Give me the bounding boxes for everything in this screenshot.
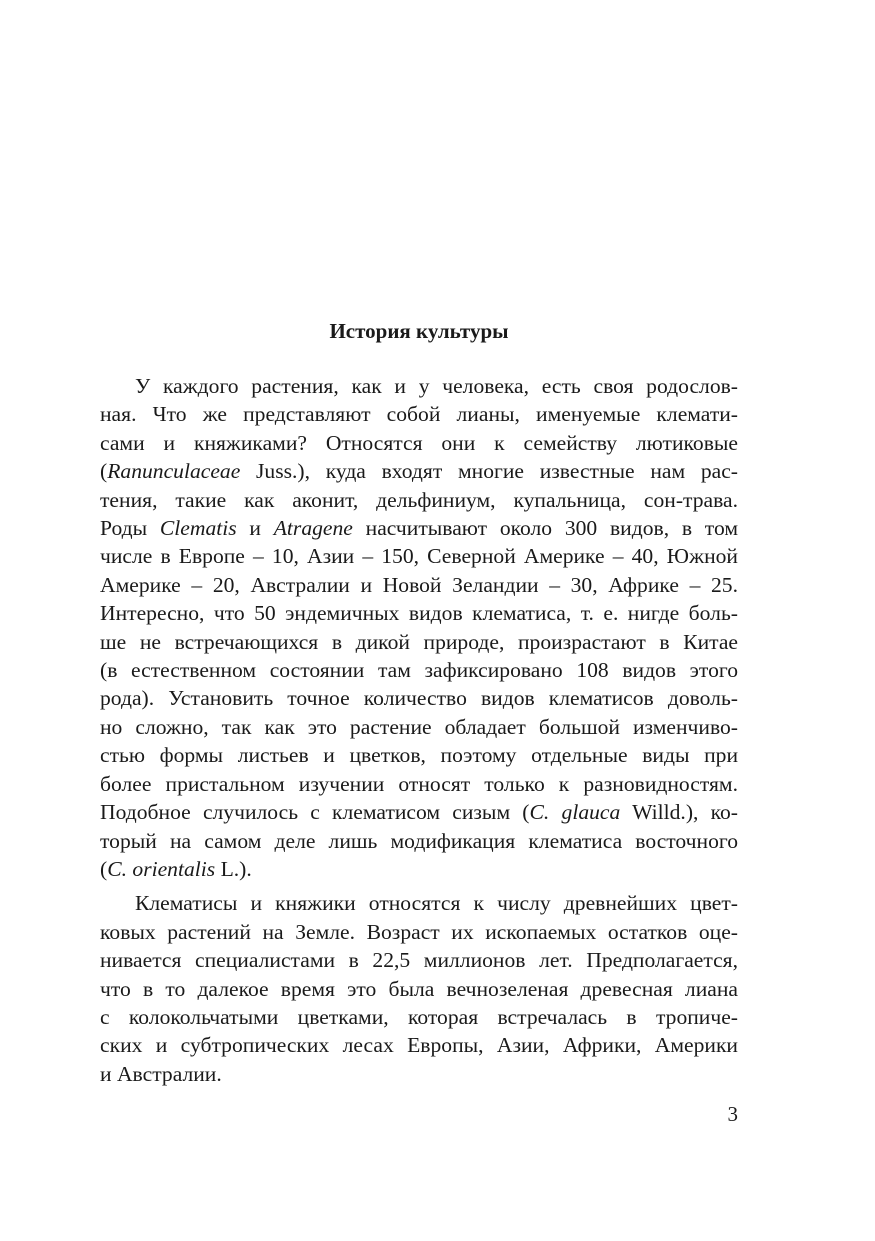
text-line xyxy=(100,713,738,741)
text-run: и Австралии. xyxy=(100,1061,222,1086)
text-run: (в естественном состоянии там зафиксировано 108 видов этого xyxy=(100,658,738,683)
text-run: Роды xyxy=(100,516,160,541)
text-run: но сложно, так как это растение обладает большой изменчиво- xyxy=(100,714,738,739)
text-run: стью формы листьев и цветков, поэтому отдельные виды при xyxy=(100,743,738,768)
text-run: ( xyxy=(100,856,108,881)
latin-name: Clematis xyxy=(159,516,237,541)
text-line xyxy=(100,514,738,542)
page-number: 3 xyxy=(727,1102,738,1126)
text-run: ковых растений на Земле. Возраст их ископаемых остатков оце- xyxy=(100,919,738,944)
text-line xyxy=(100,400,738,428)
latin-name: Atragene xyxy=(273,516,353,541)
text-line xyxy=(100,372,738,400)
text-run: насчитывают около 300 видов, в том xyxy=(352,516,738,541)
text-line xyxy=(100,770,738,798)
text-line xyxy=(100,975,738,1003)
latin-name: C. glauca xyxy=(529,800,621,825)
text-line xyxy=(100,827,738,855)
text-line xyxy=(100,486,738,514)
text-line xyxy=(100,741,738,769)
latin-name: C. orientalis xyxy=(107,856,216,881)
text-line xyxy=(100,571,738,599)
text-line xyxy=(100,798,738,826)
text-line xyxy=(100,656,738,684)
paragraph xyxy=(100,372,738,883)
text-run: торый на самом деле лишь модификация клематиса восточного xyxy=(100,828,738,853)
text-run: сами и княжиками? Относятся они к семейству лютиковые xyxy=(100,430,738,455)
text-run: ше не встречающихся в дикой природе, произрастают в Китае xyxy=(100,629,738,654)
text-line xyxy=(100,1003,738,1031)
text-run: Интересно, что 50 эндемичных видов клематиса, т. е. нигде боль- xyxy=(100,601,738,626)
text-run: Juss.), куда входят многие известные нам рас- xyxy=(240,459,738,484)
text-run: ских и субтропических лесах Европы, Азии, Африки, Америки xyxy=(100,1033,738,1058)
section-heading: История культуры xyxy=(329,319,509,343)
text-run: ная. Что же представляют собой лианы, именуемые клемати- xyxy=(100,402,738,427)
text-run: Willd.), ко- xyxy=(620,800,738,825)
text-line xyxy=(100,946,738,974)
text-run: тения, такие как аконит, дельфиниум, купальница, сон-трава. xyxy=(100,487,738,512)
text-run: Подобное случилось с клематисом сизым ( xyxy=(100,800,530,825)
text-run: более пристальном изучении относят только к разновидностям. xyxy=(100,771,738,796)
text-line xyxy=(100,855,738,883)
text-run: с колокольчатыми цветками, которая встречалась в тропиче- xyxy=(100,1004,738,1029)
text-line xyxy=(100,599,738,627)
text-line xyxy=(100,628,738,656)
text-run: числе в Европе – 10, Азии – 150, Северной Америке – 40, Южной xyxy=(100,544,738,569)
text-line xyxy=(100,1060,738,1088)
text-run: что в то далекое время это была вечнозеленая древесная лиана xyxy=(100,976,738,1001)
body-text xyxy=(100,372,738,1088)
text-run: ( xyxy=(100,459,108,484)
text-run: У каждого растения, как и у человека, есть своя родослов- xyxy=(135,374,738,398)
text-run: Америке – 20, Австралии и Новой Зеландии – 30, Африке – 25. xyxy=(100,572,738,597)
text-line xyxy=(100,429,738,457)
latin-name: Ranunculaceae xyxy=(107,459,241,484)
text-line xyxy=(100,684,738,712)
text-line xyxy=(100,542,738,570)
text-run: нивается специалистами в 22,5 миллионов лет. Предполагается, xyxy=(100,948,738,973)
text-line xyxy=(100,457,738,485)
text-line xyxy=(100,889,738,917)
text-run: L.). xyxy=(215,856,252,881)
text-run: рода). Установить точное количество видов клематисов доволь- xyxy=(100,686,738,711)
text-line xyxy=(100,1031,738,1059)
paragraph xyxy=(100,889,738,1088)
text-line xyxy=(100,918,738,946)
text-run: и xyxy=(236,516,274,541)
text-run: Клематисы и княжики относятся к числу древнейших цвет- xyxy=(135,891,738,916)
